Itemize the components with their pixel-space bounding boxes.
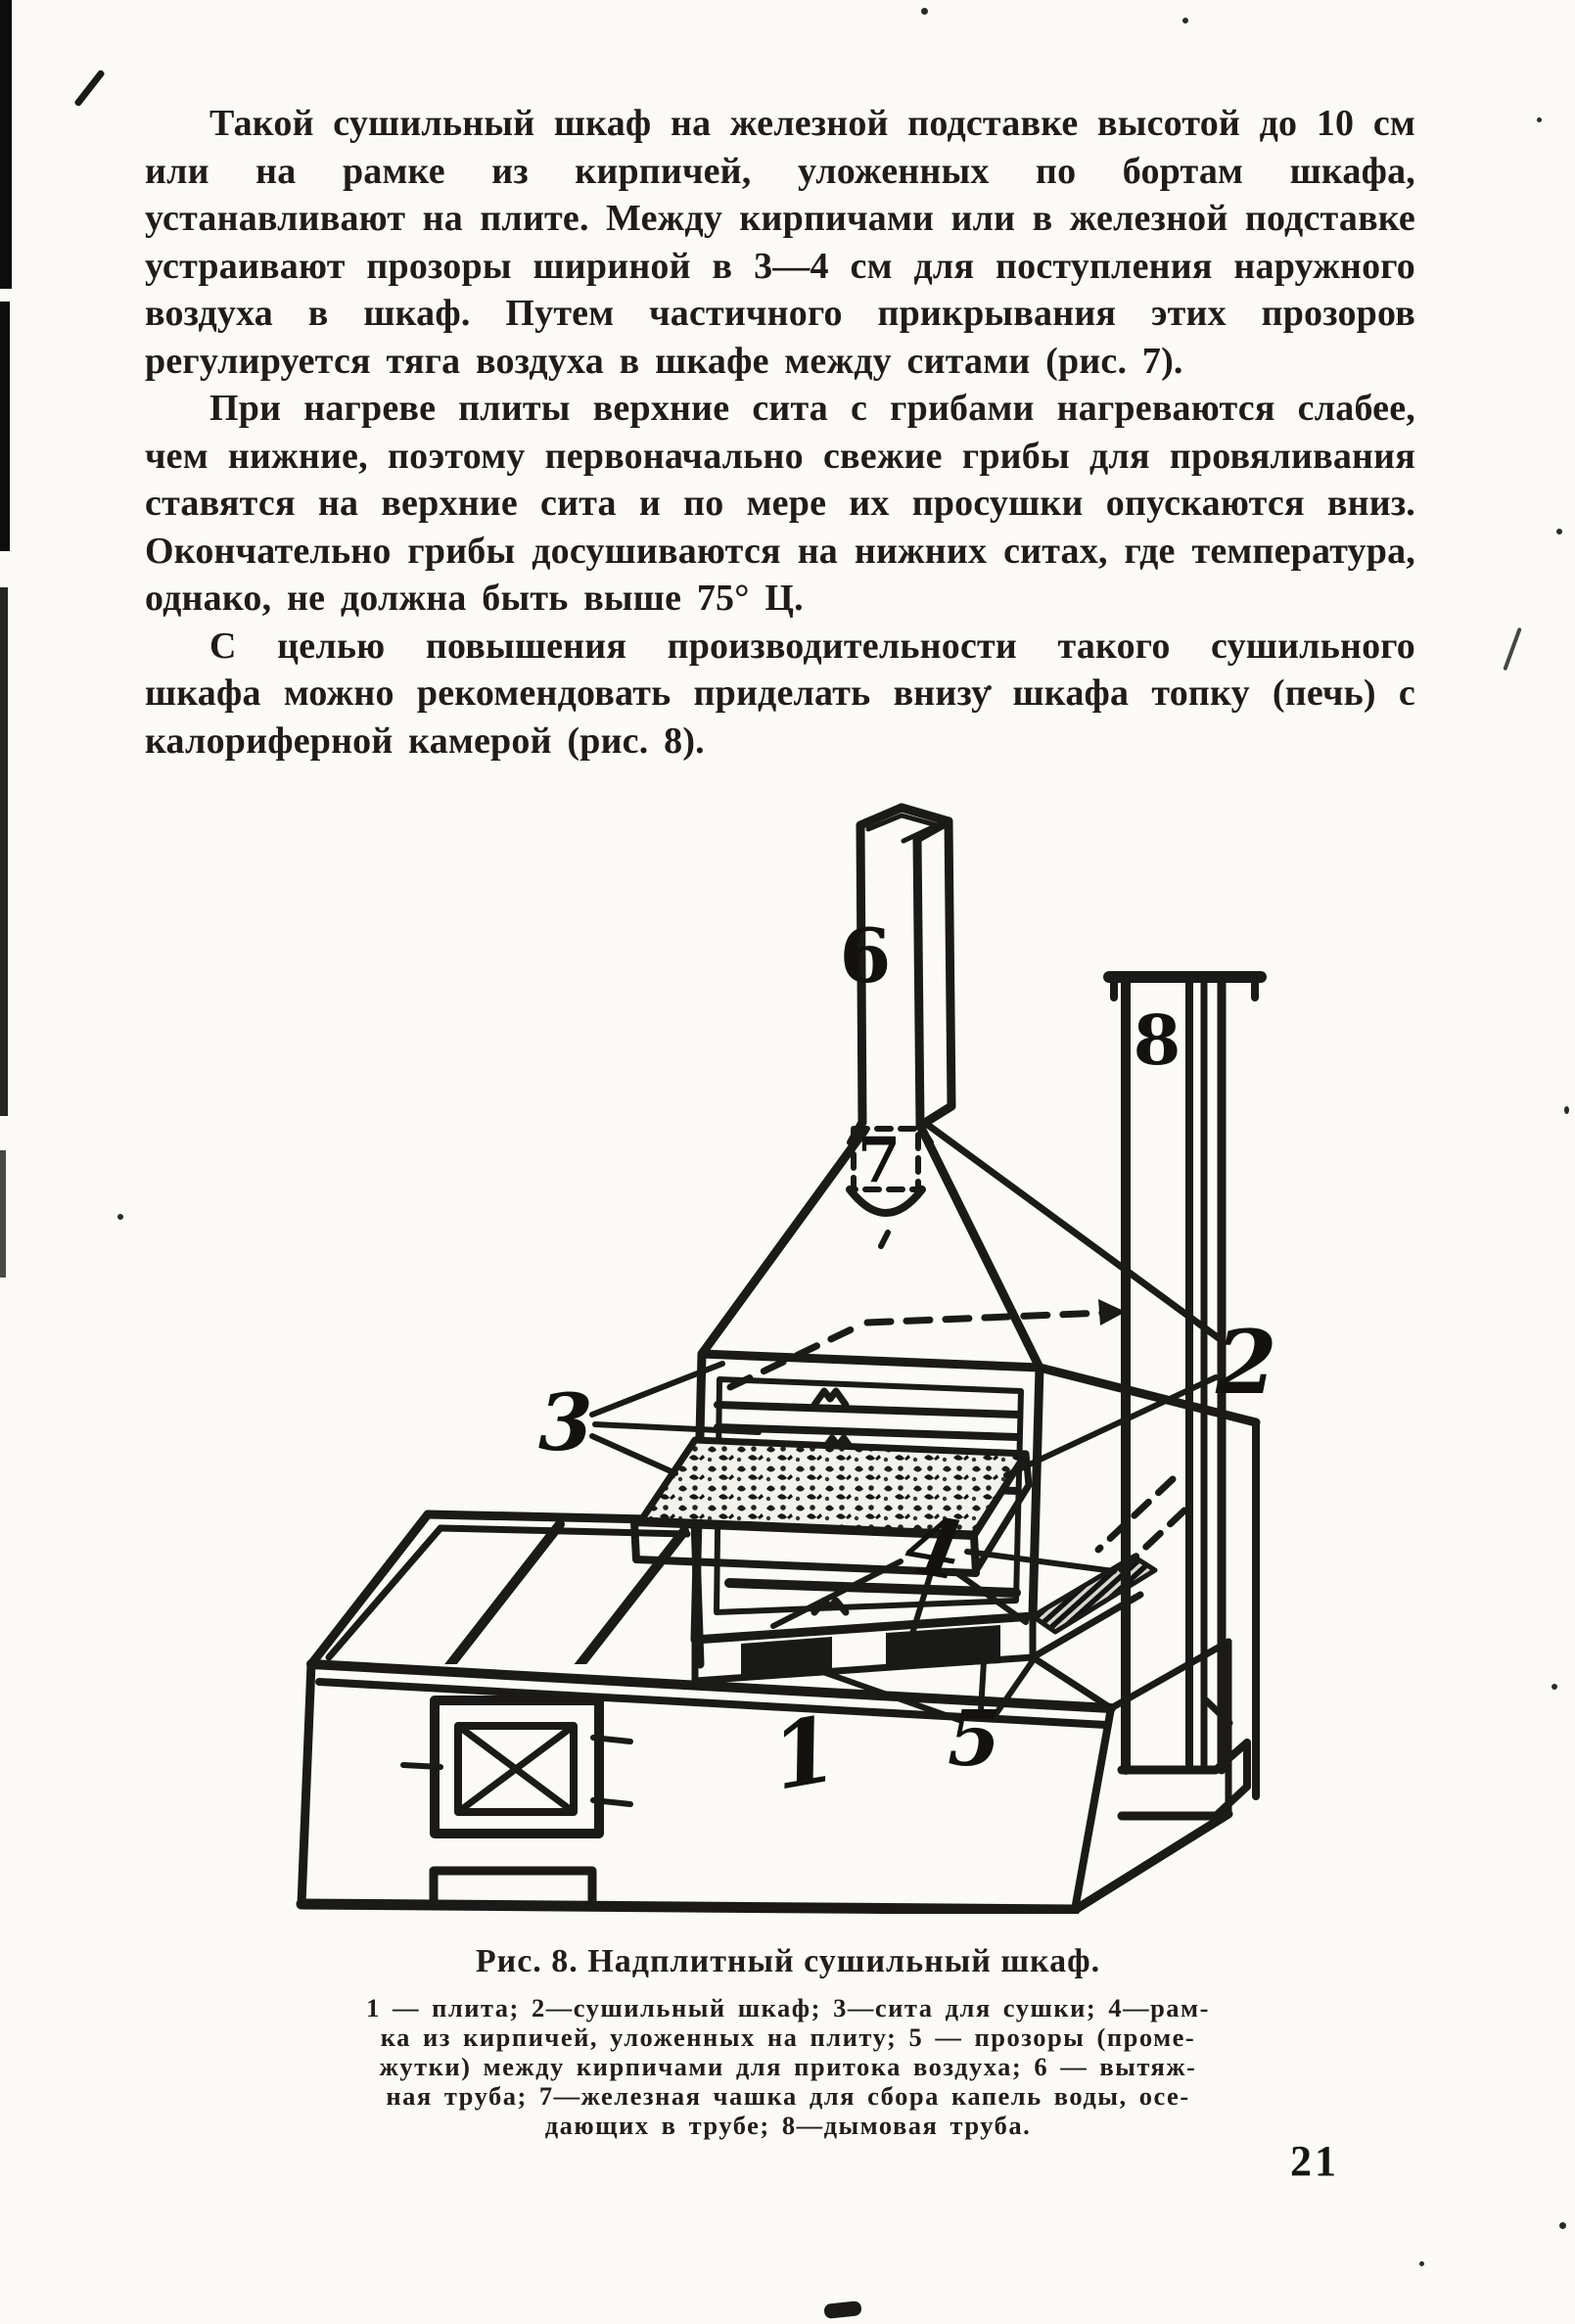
figure-legend-line-3: жутки) между кирпичами для притока воздуха; 6 — вытяж-	[379, 2052, 1197, 2081]
scan-edge-artifact	[0, 587, 8, 1116]
scan-edge-artifact	[0, 0, 12, 289]
noise-speck	[1564, 1106, 1569, 1114]
figure-label-6: 6	[839, 912, 892, 999]
figure-legend-line-4: ная труба; 7—железная чашка для сбора капель воды, осе-	[386, 2081, 1190, 2111]
figure-label-1: 1	[764, 1696, 845, 1811]
scan-edge-artifact	[0, 302, 10, 551]
hood	[702, 1123, 1219, 1387]
figure-label-2: 2	[1216, 1311, 1277, 1415]
noise-speck	[1182, 18, 1188, 23]
figure-label-5: 5	[948, 1695, 1001, 1784]
figure-caption-title: Рис. 8. Надплитный сушильный шкаф.	[475, 1943, 1101, 1979]
body-text	[145, 100, 1415, 765]
noise-speck	[1556, 529, 1562, 535]
noise-speck	[1419, 2261, 1424, 2266]
paragraph-3: С целью повышения производительности такого сушильного шкафа можно рекомендовать приделать внизу шкафа топку (печь) с калориферной камерой (рис. 8).	[145, 625, 1415, 762]
firebox-door	[403, 1700, 630, 1834]
figure-label-8: 8	[1133, 999, 1181, 1081]
ink-smudge	[823, 2301, 861, 2319]
pen-mark	[1503, 627, 1521, 672]
noise-speck	[1537, 117, 1542, 122]
paragraph-1: Такой сушильный шкаф на железной подставке высотой до 10 см или на рамке из кирпичей, уложенных по бортам шкафа, устанавливают на плите. Между кирпичами или в железной подставке устраивают прозоры шириной в 3—4 см для поступления наружного воздуха в шкаф. Путем частичного прикрывания этих прозоров регулируется тяга воздуха в шкафе между ситами (рис. 7).	[145, 103, 1415, 382]
figure-label-3: 3	[538, 1376, 593, 1468]
figure-caption	[289, 1942, 1287, 2140]
figure-label-7: 7	[857, 1124, 902, 1197]
airflow-dashed-arrow	[867, 1313, 1104, 1323]
scan-edge-artifact	[0, 1150, 6, 1278]
noise-speck	[1559, 2222, 1566, 2229]
figure-legend-line-5: дающих в трубе; 8—дымовая труба.	[544, 2111, 1032, 2140]
noise-speck	[117, 1214, 123, 1220]
paragraph-2: При нагреве плиты верхние сита с грибами нагреваются слабее, чем нижние, поэтому первоначально свежие грибы для провяливания ставятся на верхние сита и по мере их просушки опускаются вниз. Окончательно грибы досушиваются на нижних ситах, где температура, однако, не должна быть выше 75° Ц.	[145, 388, 1415, 619]
pen-mark	[73, 70, 106, 108]
page-number: 21	[1290, 2137, 1339, 2185]
figure-legend-line-1: 1 — плита; 2—сушильный шкаф; 3—сита для сушки; 4—рам-	[366, 1993, 1210, 2022]
noise-speck	[921, 8, 928, 15]
noise-speck	[1552, 1684, 1557, 1690]
figure-legend-line-2: ка из кирпичей, уложенных на плиту; 5 — прозоры (проме-	[380, 2022, 1196, 2052]
figure-label-4: 4	[898, 1497, 970, 1600]
figure-drawing	[147, 778, 1370, 1914]
